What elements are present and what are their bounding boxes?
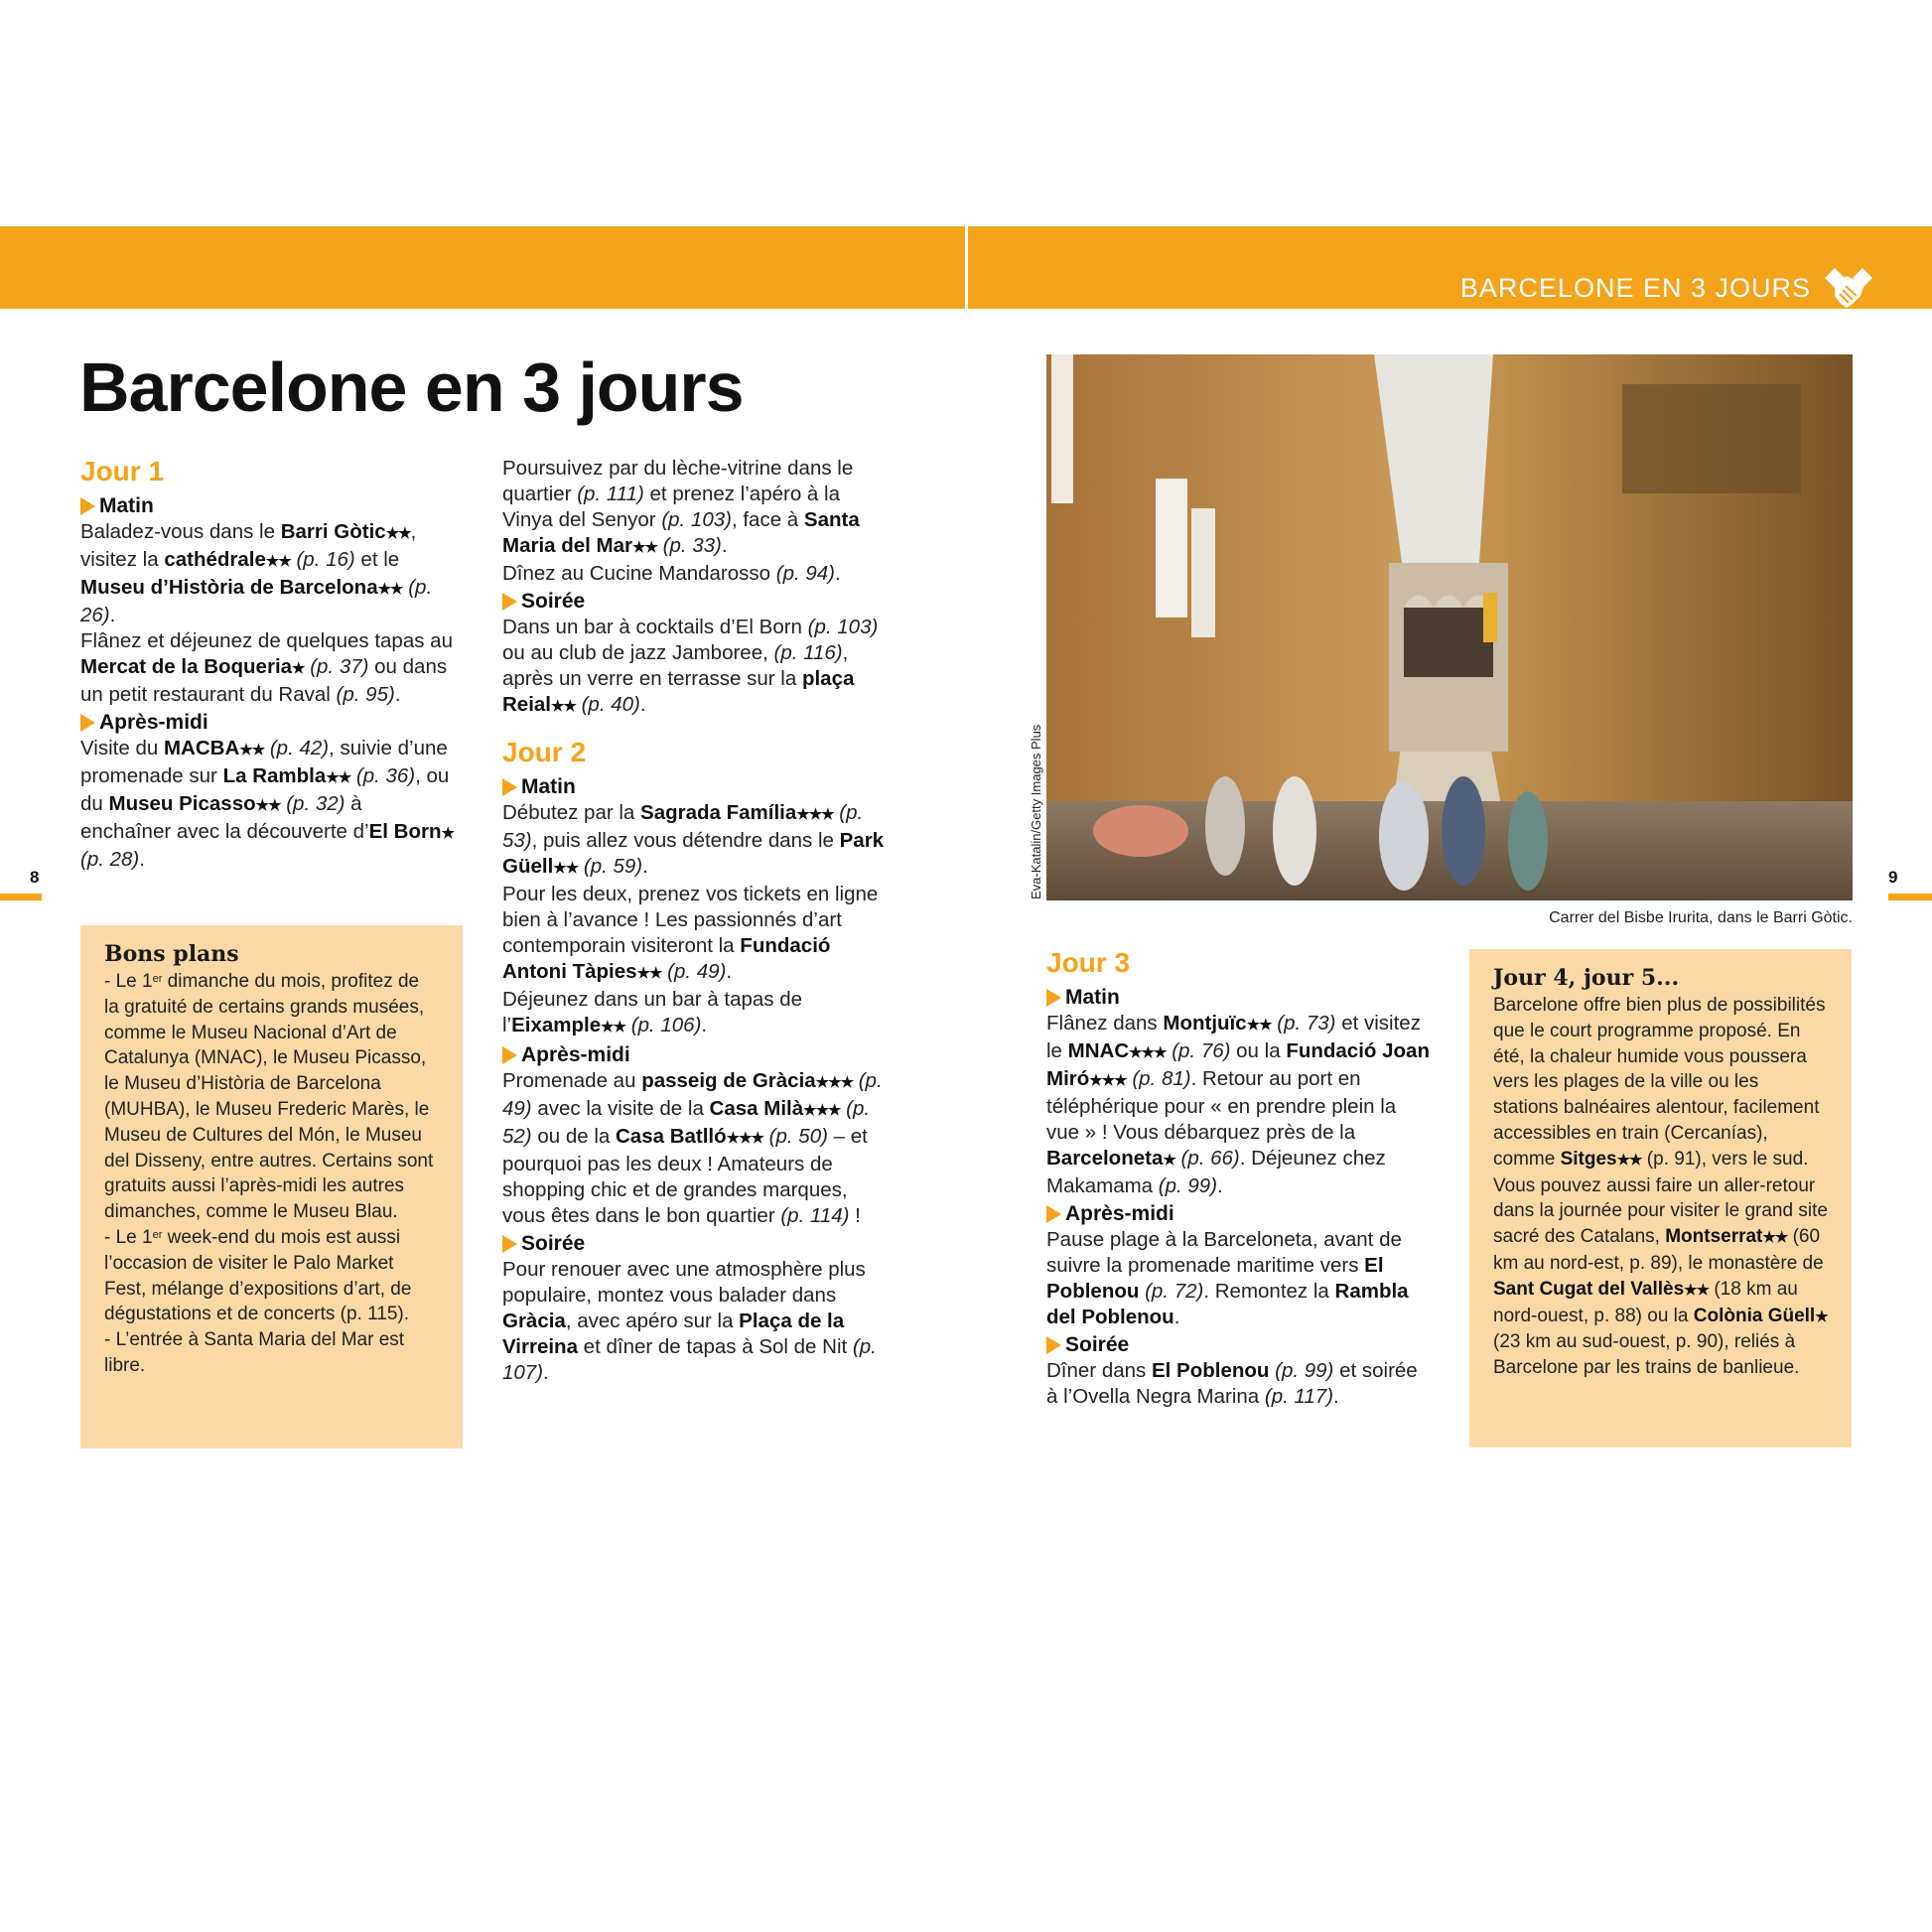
column-1 — [80, 455, 458, 873]
star-rating-icon: ★★ — [1684, 1281, 1710, 1299]
street-photo-illustration — [1046, 354, 1853, 900]
day-title-2: Jour 2 — [502, 737, 587, 767]
section-head-apres-midi: Après-midi — [502, 1041, 892, 1068]
section-head-soiree: Soirée — [502, 588, 892, 615]
star-rating-icon: ★★ — [385, 525, 411, 542]
page-number-left: 8 — [30, 868, 40, 887]
triangle-bullet-icon — [80, 497, 95, 515]
paragraph: Dîner dans El Poblenou (p. 99) et soirée à l’Ovella Negra Marina (p. 117). — [1046, 1359, 1418, 1408]
star-rating-icon: ★★ — [1762, 1229, 1788, 1247]
running-head — [1460, 266, 1874, 310]
triangle-bullet-icon — [1046, 989, 1061, 1007]
star-rating-icon: ★★ — [601, 1019, 626, 1035]
section-head-matin: Matin — [502, 773, 892, 800]
star-rating-icon: ★★ — [1246, 1017, 1272, 1034]
column-3 — [1046, 946, 1434, 1410]
paragraph: - L’entrée à Santa Maria del Mar est libre. — [104, 1329, 405, 1376]
star-rating-icon: ★★ — [255, 797, 281, 814]
street-photo — [1046, 354, 1853, 900]
day-title-1: Jour 1 — [80, 456, 165, 486]
paragraph: Flânez dans Montjuïc★★ (p. 73) et visitez le MNAC★★★ (p. 76) ou la Fundació Joan Miró★★★ (p. 81). Retour au port en téléphérique pour « en prendre plein la vue » ! Vous débarquez près de la Barceloneta★ (p. 66). Déjeunez chez Makamama (p. 99). — [1046, 1012, 1430, 1197]
section-head-apres-midi: Après-midi — [80, 709, 458, 736]
paragraph: Pour les deux, prenez vos tickets en ligne bien à l’avance ! Les passionnés d’art contemporain visiteront la Fundació Antoni Tàpies★★ (p. 49). — [502, 883, 879, 983]
star-rating-icon: ★★ — [265, 553, 291, 570]
paragraph: Flânez et déjeunez de quelques tapas au Mercat de la Boqueria★ (p. 37) ou dans un petit restaurant du Raval (p. 95). — [80, 629, 453, 706]
bons-plans-title: Bons plans — [104, 941, 239, 967]
star-rating-icon: ★★ — [377, 581, 403, 598]
star-rating-icon: ★★ — [632, 539, 657, 556]
star-rating-icon: ★★ — [551, 698, 576, 715]
star-rating-icon: ★ — [292, 660, 305, 677]
jour4-title: Jour 4, jour 5... — [1493, 965, 1680, 991]
paragraph: Promenade au passeig de Gràcia★★★ (p. 49) avec la visite de la Casa Milà★★★ (p. 52) ou de la Casa Batlló★★★ (p. 50) – et pourquoi pas les deux ! Amateurs de shopping chic et de grandes marques, vous êtes dans le bon quartier (p. 114) ! — [502, 1069, 883, 1227]
triangle-bullet-icon — [80, 714, 95, 732]
triangle-bullet-icon — [1046, 1205, 1061, 1223]
column-2 — [502, 456, 892, 1386]
star-rating-icon: ★ — [1163, 1152, 1175, 1169]
paragraph: Dans un bar à cocktails d’El Born (p. 103) ou au club de jazz Jamboree, (p. 116), après un verre en terrasse sur la plaça Reial★★ (p. 40). — [502, 616, 879, 716]
paragraph: - Le 1er week-end du mois est aussi l’occasion de visiter le Palo Market Fest, mélange d’expositions d’art, de dégustations et de concerts (p. 115). — [104, 1226, 412, 1325]
section-head-matin: Matin — [1046, 984, 1434, 1011]
day-title-3: Jour 3 — [1046, 947, 1131, 978]
star-rating-icon: ★★★ — [796, 806, 834, 823]
bons-plans-box — [80, 925, 463, 1449]
paragraph: Vous pouvez aussi faire un aller-retour dans la journée pour visiter le grand site sacré des Catalans, Montserrat★★ (60 km au nord-est, p. 89), le monastère de Sant Cugat del Vallès★★ (18 km au nord-ouest, p. 88) ou la Colònia Güell★ (23 km au sud-ouest, p. 90), reliés à Barcelone par les trains de banlieue. — [1493, 1174, 1828, 1379]
star-rating-icon: ★★ — [239, 742, 265, 759]
star-rating-icon: ★★★ — [1089, 1072, 1127, 1089]
paragraph: - Le 1er dimanche du mois, profitez de la gratuité de certains grands musées, comme le Museu Nacional d’Art de Catalunya (MNAC), le Museu Picasso, le Museu d’Història de Barcelona (MUHBA), le Museu Frederic Marès, le Museu de Cultures del Món, le Museu del Disseny, entre autres. Certains sont gratuits aussi l’après-midi les autres dimanches, comme le Museu Blau. — [104, 971, 434, 1223]
paragraph: Barcelone offre bien plus de possibilités que le court programme proposé. En été, la chaleur humide vous poussera vers les plages de la ville ou les stations balnéaires alentour, facilement accessibles en train (Cercanías), comme Sitges★★ (p. 91), vers le sud. — [1493, 995, 1826, 1170]
triangle-bullet-icon — [502, 1235, 517, 1253]
folio-bar-left — [0, 894, 42, 900]
section-head-soiree: Soirée — [502, 1230, 892, 1257]
jour4-box — [1469, 949, 1852, 1448]
handshake-icon — [1823, 266, 1874, 310]
photo-caption: Carrer del Bisbe Irurita, dans le Barri Gòtic. — [1549, 909, 1853, 926]
section-head-matin: Matin — [80, 492, 458, 519]
header-band-left — [0, 226, 965, 309]
page-number-right: 9 — [1888, 868, 1898, 887]
star-rating-icon: ★★ — [636, 965, 662, 982]
star-rating-icon: ★★★ — [1129, 1044, 1167, 1061]
paragraph: Visite du MACBA★★ (p. 42), suivie d’une promenade sur La Rambla★★ (p. 36), ou du Museu Picasso★★ (p. 32) à enchaîner avec la découverte d’El Born★ (p. 28). — [80, 737, 454, 871]
paragraph: Baladez-vous dans le Barri Gòtic★★, visitez la cathédrale★★ (p. 16) et le Museu d’Història de Barcelona★★ (p. 26). — [80, 520, 433, 626]
star-rating-icon: ★★★ — [815, 1074, 854, 1091]
star-rating-icon: ★★ — [326, 769, 351, 786]
paragraph: Pour renouer avec une atmosphère plus populaire, montez vous balader dans Gràcia, avec apéro sur la Plaça de la Virreina et dîner de tapas à Sol de Nit (p. 107). — [502, 1258, 877, 1384]
paragraph: Dînez au Cucine Mandarosso (p. 94). — [502, 562, 841, 585]
triangle-bullet-icon — [1046, 1336, 1061, 1354]
star-rating-icon: ★★★ — [803, 1102, 841, 1119]
star-rating-icon: ★★ — [553, 860, 579, 877]
triangle-bullet-icon — [502, 1046, 517, 1064]
page-title: Barcelone en 3 jours — [79, 348, 744, 426]
running-head-text: BARCELONE EN 3 JOURS — [1459, 272, 1811, 303]
paragraph: Débutez par la Sagrada Família★★★ (p. 53), puis allez vous détendre dans le Park Güell★★ (p. 59). — [502, 801, 885, 878]
star-rating-icon: ★★★ — [726, 1130, 763, 1147]
paragraph: Poursuivez par du lèche-vitrine dans le quartier (p. 111) et prenez l’apéro à la Vinya del Senyor (p. 103), face à Santa Maria del Mar★★ (p. 33). — [502, 457, 860, 557]
section-head-soiree: Soirée — [1046, 1331, 1434, 1358]
paragraph: Déjeunez dans un bar à tapas de l’Eixample★★ (p. 106). — [502, 988, 803, 1036]
photo-credit: Eva-Katalin/Getty Images Plus — [1029, 724, 1043, 899]
star-rating-icon: ★ — [441, 825, 454, 842]
paragraph: Pause plage à la Barceloneta, avant de suivre la promenade maritime vers El Poblenou (p. 72). Remontez la Rambla del Poblenou. — [1046, 1228, 1409, 1328]
section-head-apres-midi: Après-midi — [1046, 1200, 1434, 1227]
folio-bar-right — [1888, 894, 1932, 900]
star-rating-icon: ★★ — [1616, 1151, 1642, 1169]
star-rating-icon: ★ — [1815, 1308, 1828, 1325]
triangle-bullet-icon — [502, 593, 517, 611]
triangle-bullet-icon — [502, 778, 517, 796]
